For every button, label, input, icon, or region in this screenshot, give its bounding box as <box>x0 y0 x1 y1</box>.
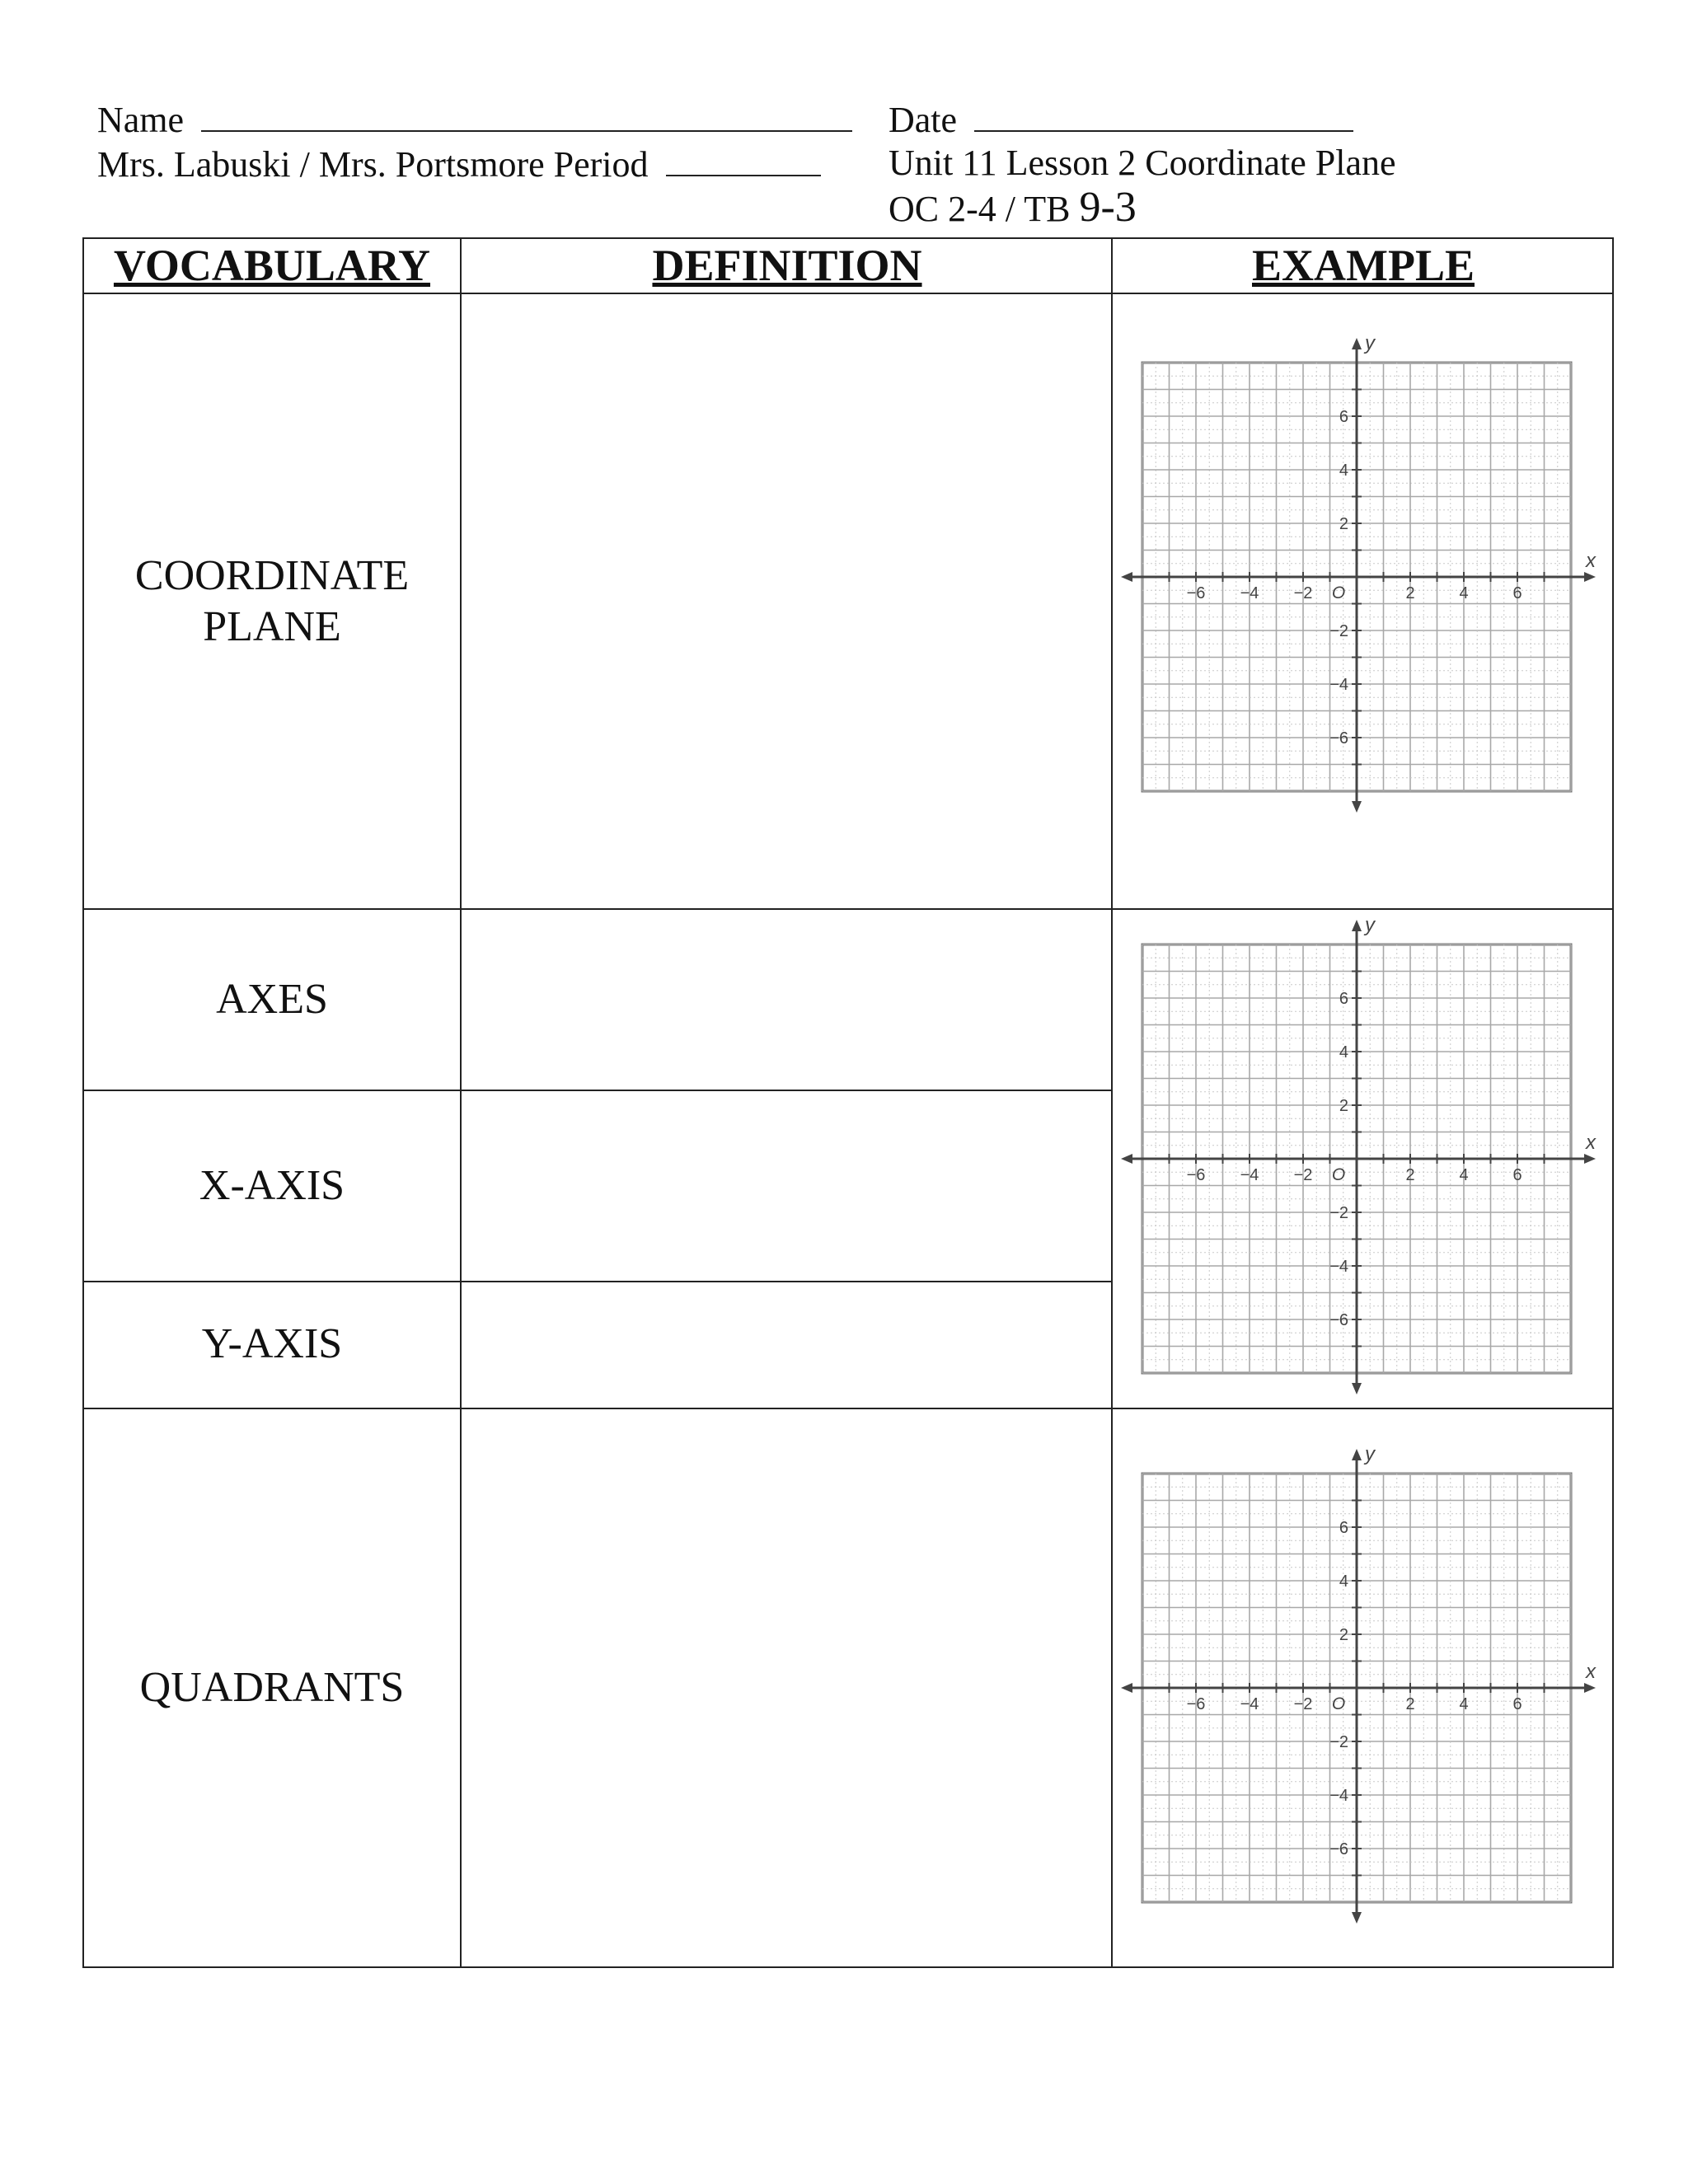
table-bottom-border <box>82 1966 1614 1968</box>
y-tick-label: −2 <box>1329 622 1348 640</box>
x-tick-label: −2 <box>1293 584 1313 602</box>
oc-tb-line <box>889 186 1137 231</box>
x-axis-right-arrow <box>1584 1683 1596 1693</box>
name-field[interactable] <box>201 97 852 132</box>
row2-bottom-border <box>82 1090 1113 1091</box>
x-axis-left-arrow <box>1121 1154 1132 1164</box>
table-right-border <box>1612 237 1614 1968</box>
y-tick-label: −6 <box>1329 1840 1348 1858</box>
y-tick-label: 6 <box>1339 408 1348 426</box>
x-axis-left-arrow <box>1121 572 1132 582</box>
x-tick-label: 6 <box>1512 1166 1522 1184</box>
row3-bottom-border <box>82 1281 1113 1282</box>
x-tick-label: −2 <box>1293 1166 1313 1184</box>
definition-cell-x-axis[interactable] <box>463 1092 1109 1280</box>
x-tick-label: −6 <box>1186 1166 1206 1184</box>
y-tick-label: −4 <box>1329 1258 1348 1276</box>
y-axis-down-arrow <box>1352 1912 1362 1924</box>
x-axis-right-arrow <box>1584 1154 1596 1164</box>
y-tick-label: −6 <box>1329 1311 1348 1329</box>
term-coordinate-plane-line2: PLANE <box>203 603 341 650</box>
x-tick-label: −4 <box>1240 1166 1259 1184</box>
x-axis-left-arrow <box>1121 1683 1132 1693</box>
x-tick-label: −4 <box>1240 584 1259 602</box>
term-coordinate-plane <box>82 551 462 653</box>
date-label: Date <box>889 100 958 140</box>
x-axis-label: x <box>1586 1132 1596 1154</box>
term-coordinate-plane-line1: COORDINATE <box>134 552 410 599</box>
x-tick-label: 6 <box>1512 1695 1522 1713</box>
y-axis-down-arrow <box>1352 1383 1362 1394</box>
x-tick-label: −6 <box>1186 1695 1206 1713</box>
y-axis-up-arrow <box>1352 1449 1362 1460</box>
y-axis-label: y <box>1365 914 1375 936</box>
y-axis-label: y <box>1365 1443 1375 1465</box>
unit-lesson-title: Unit 11 Lesson 2 Coordinate Plane <box>889 143 1396 183</box>
x-tick-label: −2 <box>1293 1695 1313 1713</box>
y-tick-label: 2 <box>1339 515 1348 533</box>
y-tick-label: 2 <box>1339 1626 1348 1644</box>
y-axis-down-arrow <box>1352 801 1362 813</box>
teachers-period-line <box>97 142 821 186</box>
x-axis-right-arrow <box>1584 572 1596 582</box>
header-example: EXAMPLE <box>1252 241 1475 290</box>
definition-cell-quadrants[interactable] <box>463 1410 1109 1966</box>
y-axis-up-arrow <box>1352 338 1362 349</box>
date-field[interactable] <box>974 97 1353 132</box>
y-tick-label: 6 <box>1339 990 1348 1008</box>
term-quadrants: QUADRANTS <box>139 1664 405 1711</box>
coordinate-plane-graph-3 <box>1113 1437 1607 1940</box>
x-tick-label: −4 <box>1240 1695 1259 1713</box>
y-tick-label: −2 <box>1329 1733 1348 1751</box>
coordinate-plane-graph-2 <box>1113 908 1607 1411</box>
origin-label: O <box>1331 1694 1346 1713</box>
header-bottom-border <box>82 293 1614 294</box>
x-tick-label: 2 <box>1405 1166 1415 1184</box>
header-definition: DEFINITION <box>652 241 922 290</box>
coordinate-plane-graph-1 <box>1113 326 1607 829</box>
teachers-label: Mrs. Labuski / Mrs. Portsmore Period <box>97 144 649 185</box>
y-tick-label: 4 <box>1339 1043 1348 1062</box>
term-axes: AXES <box>216 976 328 1023</box>
term-x-axis: X-AXIS <box>199 1162 345 1209</box>
y-tick-label: −6 <box>1329 729 1348 748</box>
definition-cell-coordinate-plane[interactable] <box>463 295 1109 907</box>
name-label: Name <box>97 100 185 140</box>
y-tick-label: 2 <box>1339 1097 1348 1115</box>
y-tick-label: −2 <box>1329 1204 1348 1222</box>
x-axis-label: x <box>1586 1661 1596 1683</box>
origin-label: O <box>1331 1165 1346 1184</box>
x-tick-label: 4 <box>1459 1695 1469 1713</box>
date-line <box>889 97 1353 142</box>
origin-label: O <box>1331 583 1346 602</box>
x-tick-label: 6 <box>1512 584 1522 602</box>
x-axis-label: x <box>1586 550 1596 572</box>
y-tick-label: 6 <box>1339 1519 1348 1537</box>
name-line <box>97 97 852 142</box>
y-axis-up-arrow <box>1352 920 1362 931</box>
x-tick-label: 4 <box>1459 584 1469 602</box>
definition-cell-axes[interactable] <box>463 911 1109 1089</box>
x-tick-label: 4 <box>1459 1166 1469 1184</box>
y-tick-label: −4 <box>1329 676 1348 694</box>
x-tick-label: −6 <box>1186 584 1206 602</box>
oc-tb-suffix: 9-3 <box>1079 184 1137 231</box>
x-tick-label: 2 <box>1405 1695 1415 1713</box>
term-y-axis: Y-AXIS <box>201 1320 343 1367</box>
oc-tb-prefix: OC 2-4 / TB <box>889 189 1080 229</box>
x-tick-label: 2 <box>1405 584 1415 602</box>
y-tick-label: −4 <box>1329 1787 1348 1805</box>
y-tick-label: 4 <box>1339 462 1348 480</box>
header-vocabulary: VOCABULARY <box>113 241 431 290</box>
y-tick-label: 4 <box>1339 1572 1348 1591</box>
y-axis-label: y <box>1365 332 1375 354</box>
period-field[interactable] <box>666 142 821 176</box>
definition-cell-y-axis[interactable] <box>463 1283 1109 1407</box>
